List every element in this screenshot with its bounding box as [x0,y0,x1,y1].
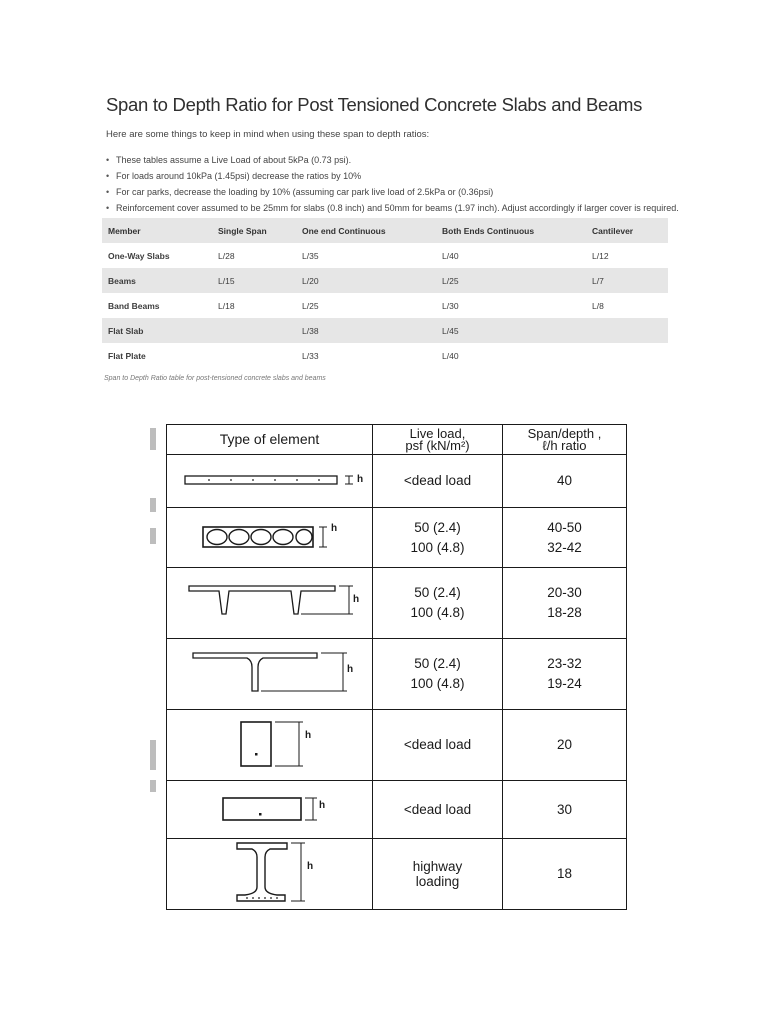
table-row [167,508,627,568]
depth-label: h [357,474,364,485]
depth-label: h [347,664,354,675]
live-load-cell [373,781,503,839]
depth-label: h [305,730,312,741]
ratio-value: 19-24 [547,676,582,691]
scan-artifact [150,740,156,770]
element-cell [167,710,373,781]
table-cell: L/38 [296,318,436,343]
table-cell: L/45 [436,318,586,343]
table-cell [212,343,296,368]
depth-label: h [307,861,314,872]
live-load-cell [373,455,503,508]
span-depth-article [102,92,679,390]
scan-artifact [150,498,156,512]
table-cell: L/8 [592,300,604,311]
table-cell: L/40 [442,250,459,261]
ratio-value: 18 [556,866,573,881]
table-cell: L/12 [592,250,609,261]
live-load-cell [373,710,503,781]
depth-label: h [331,523,338,534]
header-live-load [373,425,503,455]
ratio-value: 23-32 [547,656,582,671]
live-load-value: loading [415,874,460,889]
ratio-cell [503,508,627,568]
live-load-value: 100 (4.8) [410,539,465,555]
header-member: Member [102,218,212,243]
scan-artifact [150,780,156,792]
ratio-value: 40 [556,473,573,488]
hollow-core-slab-icon [167,508,373,567]
table-row [167,839,627,910]
member-name: Flat Plate [108,350,146,361]
ratio-cell [503,455,627,508]
header-cantilever: Cantilever [586,218,668,243]
header-type-of-element [167,425,373,455]
live-load-line2: psf (kN/m²) [405,437,470,453]
scan-artifact [150,428,156,450]
table-caption: Span to Depth Ratio table for post-tensioned concrete slabs and beams [104,375,326,382]
ratio-cell [503,710,627,781]
scan-artifact [150,528,156,544]
table-cell: L/25 [436,268,586,293]
note-item: • Reinforcement cover assumed to be 25mm for slabs (0.8 inch) and 50mm for beams (1.97 inch). Adjust accordingly if larger cover is required. [106,200,679,216]
table-cell: L/18 [218,300,235,311]
member-name: Band Beams [108,300,160,311]
double-tee-icon [167,568,373,638]
ratio-cell [503,839,627,910]
element-cell [167,639,373,710]
ratio-cell [503,781,627,839]
live-load-value: <dead load [403,737,472,752]
live-load-value: 50 (2.4) [414,656,461,671]
element-cell [167,839,373,910]
element-ratio-table [166,424,627,910]
header-both-ends-continuous: Both Ends Continuous [436,218,586,243]
notes-list [106,152,679,216]
depth-label: h [353,594,360,605]
element-ratio-scan [160,420,634,920]
ratio-value: 20-30 [547,585,582,600]
table-row [102,318,668,343]
table-cell: L/7 [586,268,668,293]
depth-label: h [319,800,326,811]
member-name: Flat Slab [102,318,212,343]
table-row [167,710,627,781]
live-load-value: 100 (4.8) [410,676,465,691]
live-load-cell [373,568,503,639]
header-span-depth [503,425,627,455]
table-cell: L/40 [442,350,459,361]
table-cell: L/25 [302,300,319,311]
ratio-value: 40-50 [547,519,582,535]
table-row [167,568,627,639]
live-load-value: <dead load [403,473,472,488]
span-depth-line1: Span/depth , [527,425,602,441]
ratio-value: 20 [556,737,573,752]
article-title: Span to Depth Ratio for Post Tensioned Concrete Slabs and Beams [106,94,643,115]
table-cell: L/20 [296,268,436,293]
live-load-line1: Live load, [409,425,466,441]
header-one-end-continuous: One end Continuous [296,218,436,243]
table-row [167,781,627,839]
table-cell: L/33 [302,350,319,361]
table-cell: L/15 [212,268,296,293]
table-cell [212,318,296,343]
element-cell [167,568,373,639]
ratio-cell [503,568,627,639]
note-item: • For loads around 10kPa (1.45psi) decrease the ratios by 10% [106,168,679,184]
table-row [167,455,627,508]
table-cell: L/35 [302,250,319,261]
live-load-cell [373,508,503,568]
intro-text: Here are some things to keep in mind when using these span to depth ratios: [106,129,430,140]
table-cell: L/30 [442,300,459,311]
ratio-value: 18-28 [547,605,582,620]
scan-header-row [167,425,627,455]
member-name: Beams [102,268,212,293]
note-item: • These tables assume a Live Load of about 5kPa (0.73 psi). [106,152,679,168]
member-ratio-table [102,218,668,368]
table-header-row [102,218,668,243]
table-cell [586,343,668,368]
table-row [102,293,668,318]
table-cell [586,318,668,343]
ratio-value: 32-42 [547,539,582,555]
table-cell: L/28 [218,250,235,261]
live-load-value: <dead load [403,801,472,817]
note-item: • For car parks, decrease the loading by 10% (assuming car park live load of 2.5kPa or (0.36psi) [106,184,679,200]
single-tee-icon [167,639,373,709]
span-depth-line2: ℓ/h ratio [542,437,587,453]
live-load-value: 50 (2.4) [414,519,461,535]
element-cell [167,455,373,508]
live-load-value: highway [412,859,463,874]
i-girder-icon [167,839,373,909]
flat-beam-icon [167,781,373,838]
header-single-span: Single Span [212,218,296,243]
element-cell [167,781,373,839]
solid-slab-icon [167,455,373,507]
ratio-value: 30 [556,801,573,817]
live-load-value: 50 (2.4) [414,585,461,600]
live-load-cell [373,839,503,910]
table-row [102,243,668,268]
member-name: One-Way Slabs [108,250,170,261]
ratio-cell [503,639,627,710]
table-row [102,268,668,293]
table-row [167,639,627,710]
live-load-value: 100 (4.8) [410,605,465,620]
rectangular-beam-icon [167,710,373,780]
table-row [102,343,668,368]
element-cell [167,508,373,568]
live-load-cell [373,639,503,710]
header-type-label: Type of element [219,430,320,447]
